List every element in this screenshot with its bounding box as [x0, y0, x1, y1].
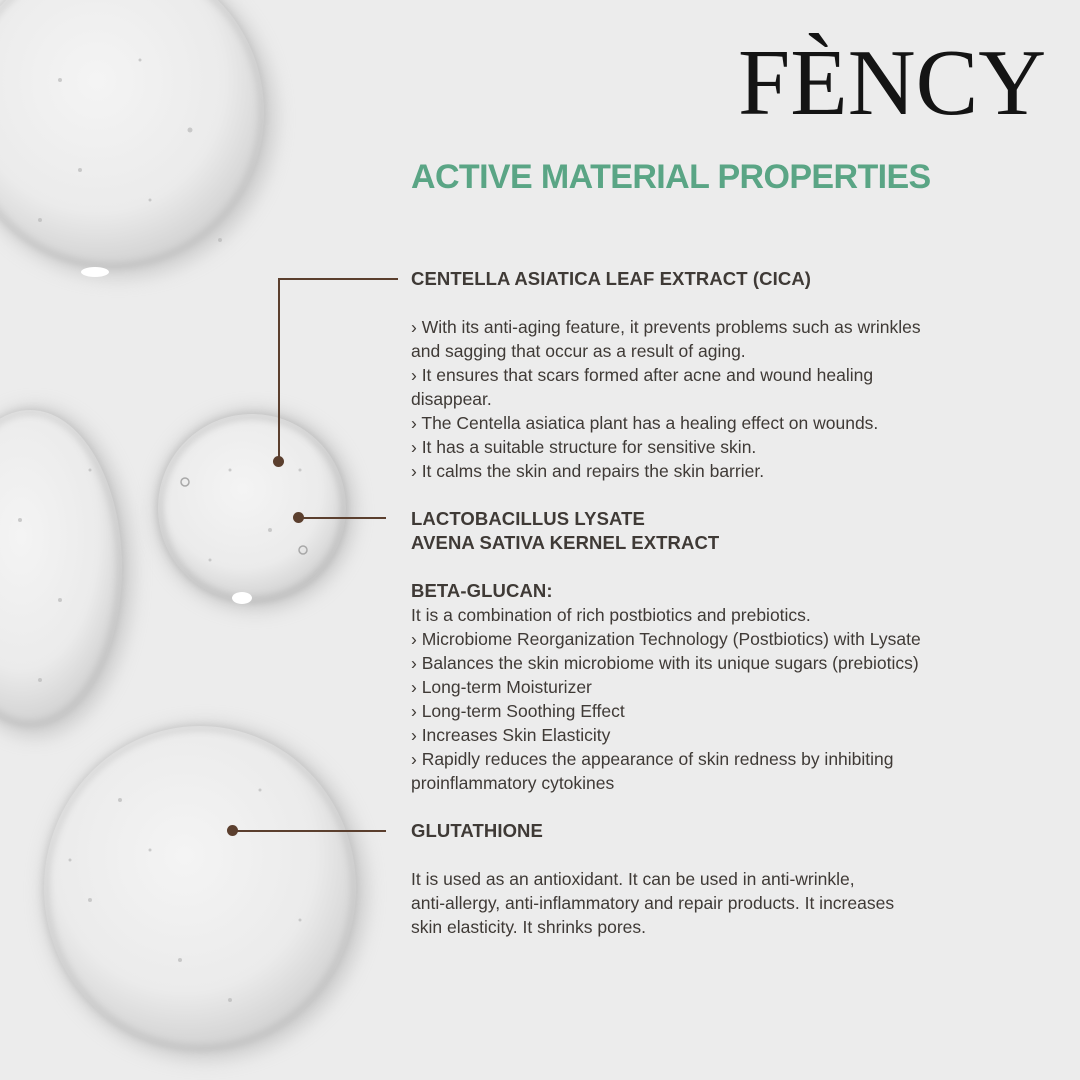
cica-line: › It has a suitable structure for sensitive skin. — [411, 437, 757, 457]
serum-droplet-small — [155, 410, 355, 610]
connector-lacto-line — [298, 517, 386, 519]
connector-glutathione-line — [232, 830, 386, 832]
cica-line: › It ensures that scars formed after acne and wound healing — [411, 365, 874, 385]
cica-line: and sagging that occur as a result of aging. — [411, 341, 746, 361]
beta-glucan-title: BETA-GLUCAN: — [411, 580, 553, 601]
connector-cica-vertical — [278, 278, 280, 461]
cica-section — [411, 267, 1021, 483]
serum-droplet-left-middle — [0, 407, 133, 737]
glutathione-title: GLUTATHIONE — [411, 820, 543, 841]
glutathione-section — [411, 819, 1021, 939]
lacto-line: › Long-term Soothing Effect — [411, 701, 625, 721]
cica-line: › With its anti-aging feature, it prevents problems such as wrinkles — [411, 317, 921, 337]
connector-cica-horizontal — [278, 278, 398, 280]
cica-line: › It calms the skin and repairs the skin barrier. — [411, 461, 765, 481]
lacto-line: proinflammatory cytokines — [411, 773, 615, 793]
serum-droplet-top-left — [0, 0, 276, 278]
cica-line: › The Centella asiatica plant has a healing effect on wounds. — [411, 413, 879, 433]
connector-glutathione-dot — [227, 825, 238, 836]
cica-title: CENTELLA ASIATICA LEAF EXTRACT (CICA) — [411, 268, 812, 289]
connector-cica-dot — [273, 456, 284, 467]
lacto-section — [411, 507, 1021, 795]
lacto-line: › Long-term Moisturizer — [411, 677, 592, 697]
glutathione-line: skin elasticity. It shrinks pores. — [411, 917, 647, 937]
page-title: ACTIVE MATERIAL PROPERTIES — [411, 158, 931, 196]
lacto-line: › Increases Skin Elasticity — [411, 725, 611, 745]
cica-line: disappear. — [411, 389, 492, 409]
lacto-line: › Rapidly reduces the appearance of skin redness by inhibiting — [411, 749, 894, 769]
serum-droplet-bottom — [43, 724, 367, 1060]
connector-lacto-dot — [293, 512, 304, 523]
glutathione-line: anti-allergy, anti-inflammatory and repair products. It increases — [411, 893, 895, 913]
avena-title: AVENA SATIVA KERNEL EXTRACT — [411, 532, 720, 553]
brand-logo: FÈNCY — [738, 31, 1047, 135]
lacto-line: › Microbiome Reorganization Technology (Postbiotics) with Lysate — [411, 629, 921, 649]
lacto-title: LACTOBACILLUS LYSATE — [411, 508, 645, 529]
lacto-line: › Balances the skin microbiome with its unique sugars (prebiotics) — [411, 653, 919, 673]
glutathione-line: It is used as an antioxidant. It can be used in anti-wrinkle, — [411, 869, 855, 889]
lacto-line: It is a combination of rich postbiotics and prebiotics. — [411, 605, 811, 625]
